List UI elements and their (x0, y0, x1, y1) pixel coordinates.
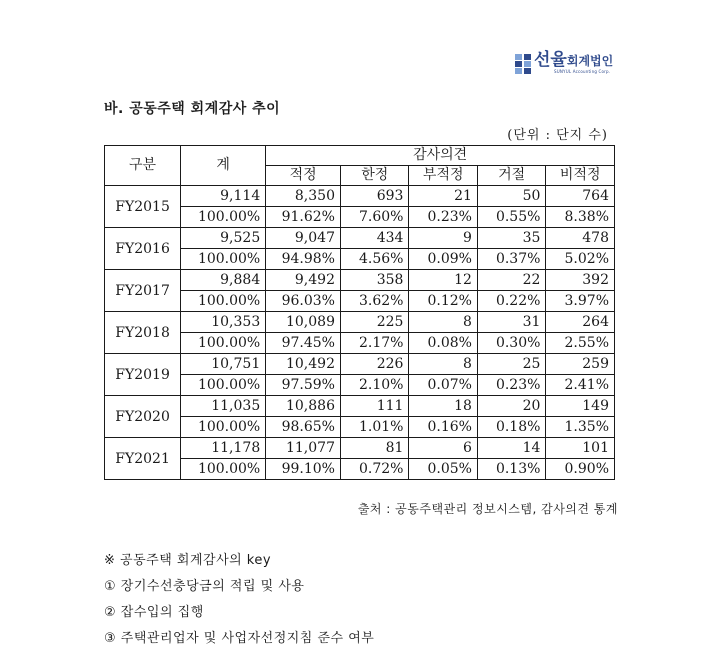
ratio-cell: 0.12% (409, 291, 477, 312)
count-cell: 149 (546, 396, 615, 417)
count-cell: 10,886 (266, 396, 341, 417)
table-row-count (105, 270, 615, 291)
count-cell: 9,525 (181, 228, 266, 249)
header-total: 계 (181, 146, 266, 186)
ratio-cell: 0.22% (477, 291, 545, 312)
count-cell: 14 (477, 438, 545, 459)
table-row-ratio (105, 417, 615, 438)
ratio-cell: 4.56% (340, 249, 408, 270)
note-item: ① 장기수선충당금의 적립 및 사용 (104, 579, 305, 594)
count-cell: 25 (477, 354, 545, 375)
ratio-cell: 0.30% (477, 333, 545, 354)
count-cell: 434 (340, 228, 408, 249)
ratio-cell: 0.72% (340, 459, 408, 480)
count-cell: 22 (477, 270, 545, 291)
count-cell: 358 (340, 270, 408, 291)
count-cell: 764 (546, 186, 615, 207)
table-row-ratio (105, 375, 615, 396)
row-year: FY2016 (105, 228, 181, 270)
count-cell: 8,350 (266, 186, 341, 207)
count-cell: 111 (340, 396, 408, 417)
company-logo (514, 52, 613, 75)
ratio-cell: 97.59% (266, 375, 341, 396)
count-cell: 264 (546, 312, 615, 333)
row-year: FY2017 (105, 270, 181, 312)
audit-opinion-table (104, 145, 615, 480)
ratio-cell: 0.08% (409, 333, 477, 354)
ratio-cell: 1.01% (340, 417, 408, 438)
note-item: ③ 주택관리업자 및 사업자선정지침 준수 여부 (104, 631, 375, 646)
header-opinion: 적정 (266, 166, 341, 186)
count-cell: 8 (409, 354, 477, 375)
source-note: 출처 : 공동주택관리 정보시스템, 감사의견 통계 (357, 502, 618, 516)
logo-name: 선율 (534, 50, 567, 70)
count-cell: 8 (409, 312, 477, 333)
count-cell: 50 (477, 186, 545, 207)
row-year: FY2019 (105, 354, 181, 396)
unit-label: (단위 : 단지 수) (507, 128, 608, 143)
table-row-count (105, 396, 615, 417)
count-cell: 10,751 (181, 354, 266, 375)
notes-section (104, 552, 374, 656)
ratio-cell: 0.16% (409, 417, 477, 438)
count-cell: 101 (546, 438, 615, 459)
ratio-cell: 0.90% (546, 459, 615, 480)
ratio-cell: 99.10% (266, 459, 341, 480)
table-row-count (105, 438, 615, 459)
table-row-ratio (105, 459, 615, 480)
ratio-cell: 97.45% (266, 333, 341, 354)
ratio-cell: 94.98% (266, 249, 341, 270)
table-row-count (105, 186, 615, 207)
table-row-count (105, 228, 615, 249)
count-cell: 21 (409, 186, 477, 207)
notes-heading: ※ 공동주택 회계감사의 key (104, 553, 272, 568)
row-year: FY2015 (105, 186, 181, 228)
ratio-cell: 5.02% (546, 249, 615, 270)
count-cell: 225 (340, 312, 408, 333)
count-cell: 6 (409, 438, 477, 459)
count-cell: 35 (477, 228, 545, 249)
note-item: ② 잡수입의 집행 (104, 605, 204, 620)
ratio-cell: 0.37% (477, 249, 545, 270)
ratio-cell: 98.65% (266, 417, 341, 438)
header-category: 구분 (105, 146, 181, 186)
row-year: FY2018 (105, 312, 181, 354)
count-cell: 9 (409, 228, 477, 249)
header-opinion: 한정 (340, 166, 408, 186)
table-row-ratio (105, 291, 615, 312)
ratio-cell: 91.62% (266, 207, 341, 228)
ratio-cell: 100.00% (181, 375, 266, 396)
count-cell: 392 (546, 270, 615, 291)
logo-mark-icon (514, 53, 532, 75)
header-opinion: 부적정 (409, 166, 477, 186)
count-cell: 20 (477, 396, 545, 417)
ratio-cell: 100.00% (181, 291, 266, 312)
table-row-count (105, 312, 615, 333)
ratio-cell: 100.00% (181, 207, 266, 228)
count-cell: 11,035 (181, 396, 266, 417)
count-cell: 259 (546, 354, 615, 375)
ratio-cell: 100.00% (181, 333, 266, 354)
ratio-cell: 100.00% (181, 459, 266, 480)
count-cell: 478 (546, 228, 615, 249)
ratio-cell: 2.55% (546, 333, 615, 354)
ratio-cell: 0.13% (477, 459, 545, 480)
logo-subtitle: SUNYUL Accounting Corp. (554, 69, 611, 74)
count-cell: 9,492 (266, 270, 341, 291)
ratio-cell: 0.05% (409, 459, 477, 480)
ratio-cell: 0.55% (477, 207, 545, 228)
ratio-cell: 0.23% (477, 375, 545, 396)
count-cell: 226 (340, 354, 408, 375)
count-cell: 9,047 (266, 228, 341, 249)
ratio-cell: 0.09% (409, 249, 477, 270)
ratio-cell: 8.38% (546, 207, 615, 228)
ratio-cell: 0.23% (409, 207, 477, 228)
logo-suffix: 회계법인 (566, 54, 614, 68)
count-cell: 11,077 (266, 438, 341, 459)
ratio-cell: 100.00% (181, 417, 266, 438)
count-cell: 11,178 (181, 438, 266, 459)
count-cell: 81 (340, 438, 408, 459)
count-cell: 31 (477, 312, 545, 333)
ratio-cell: 0.18% (477, 417, 545, 438)
table-row-ratio (105, 249, 615, 270)
header-opinion-group: 감사의견 (266, 146, 615, 166)
count-cell: 693 (340, 186, 408, 207)
count-cell: 10,089 (266, 312, 341, 333)
table-row-ratio (105, 333, 615, 354)
ratio-cell: 3.97% (546, 291, 615, 312)
table-row-count (105, 354, 615, 375)
header-opinion: 거절 (477, 166, 545, 186)
count-cell: 12 (409, 270, 477, 291)
ratio-cell: 3.62% (340, 291, 408, 312)
row-year: FY2020 (105, 396, 181, 438)
ratio-cell: 2.41% (546, 375, 615, 396)
row-year: FY2021 (105, 438, 181, 480)
ratio-cell: 2.10% (340, 375, 408, 396)
ratio-cell: 100.00% (181, 249, 266, 270)
header-opinion: 비적정 (546, 166, 615, 186)
count-cell: 9,884 (181, 270, 266, 291)
table-row-ratio (105, 207, 615, 228)
ratio-cell: 96.03% (266, 291, 341, 312)
ratio-cell: 7.60% (340, 207, 408, 228)
count-cell: 18 (409, 396, 477, 417)
count-cell: 10,492 (266, 354, 341, 375)
ratio-cell: 2.17% (340, 333, 408, 354)
count-cell: 9,114 (181, 186, 266, 207)
count-cell: 10,353 (181, 312, 266, 333)
section-title: 바. 공동주택 회계감사 추이 (104, 101, 281, 117)
ratio-cell: 1.35% (546, 417, 615, 438)
ratio-cell: 0.07% (409, 375, 477, 396)
